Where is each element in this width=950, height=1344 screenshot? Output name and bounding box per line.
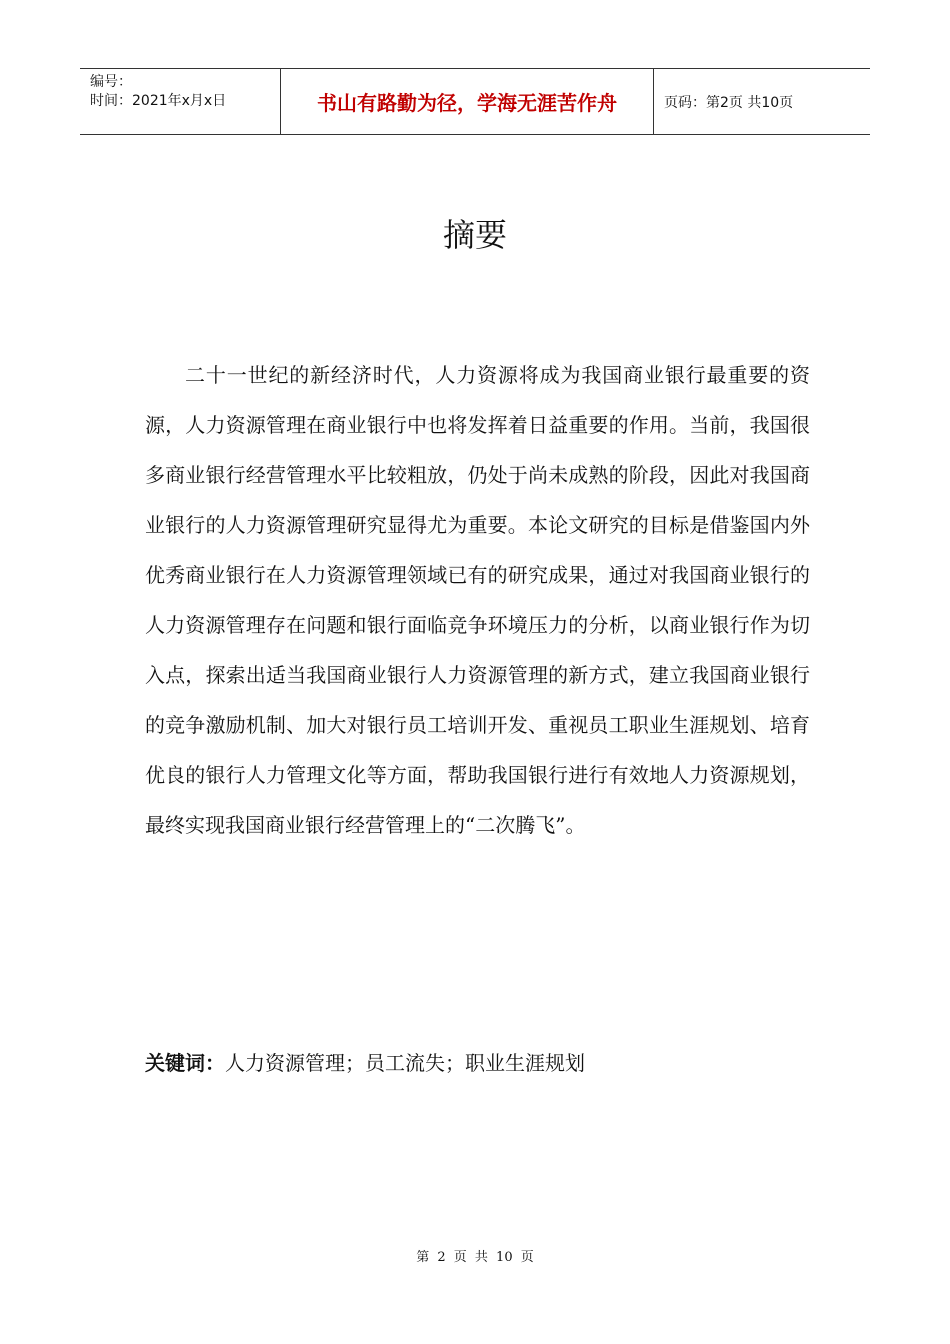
page-header [80,68,870,135]
keywords-label: 关键词： [145,1051,225,1075]
header-page-label: 页码：第2页 共10页 [664,94,794,111]
header-motto: 书山有路勤为径，学海无涯苦作舟 [281,69,654,134]
page-footer: 第 2 页 共 10 页 [416,1250,534,1265]
page-title: 摘要 [442,216,507,254]
keywords [145,1047,585,1076]
keywords-value: 人力资源管理；员工流失；职业生涯规划 [225,1051,585,1075]
time-label: 时间：2021年x月x日 [90,93,227,109]
abstract-paragraph: 二十一世纪的新经济时代，人力资源将成为我国商业银行最重要的资源，人力资源管理在商业银行中也将发挥着日益重要的作用。当前，我国很多商业银行经营管理水平比较粗放，仍处于尚未成熟的阶段，因此对我国商业银行的人力资源管理研究显得尤为重要。本论文研究的目标是借鉴国内外优秀商业银行在人力资源管理领域已有的研究成果，通过对我国商业银行的人力资源管理存在问题和银行面临竞争环境压力的分析，以商业银行作为切入点，探索出适当我国商业银行人力资源管理的新方式，建立我国商业银行的竞争激励机制、加大对银行员工培训开发、重视员工职业生涯规划、培育优良的银行人力管理文化等方面，帮助我国银行进行有效地人力资源规划，最终实现我国商业银行经营管理上的“二次腾飞”。 [145,363,810,837]
header-meta [80,69,281,134]
number-label: 编号： [90,74,132,90]
